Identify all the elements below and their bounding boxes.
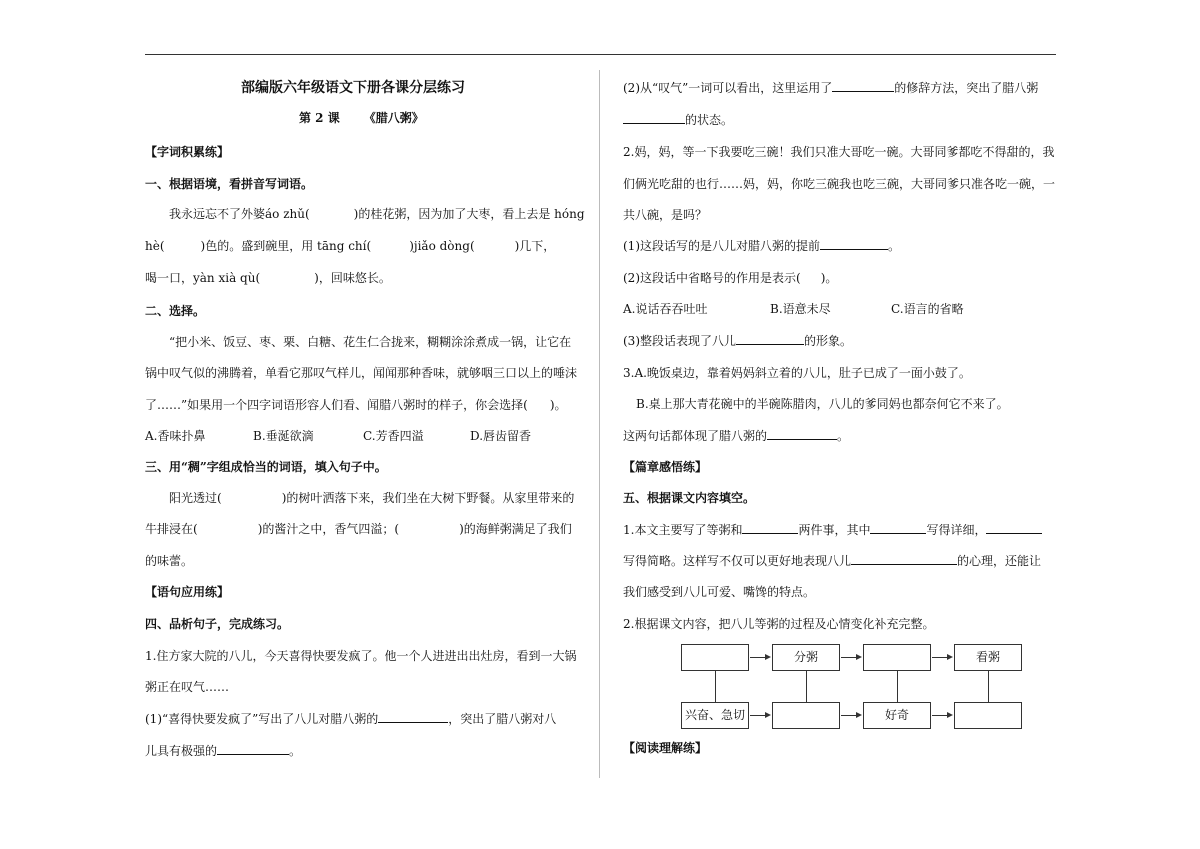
q4-sub1-line1: (1)“喜得快要发疯了”写出了八儿对腊八粥的 ，突出了腊八粥对八 <box>145 712 557 726</box>
arrow-right-icon <box>947 654 953 660</box>
flow-connector <box>897 670 898 702</box>
answer-blank[interactable] <box>767 428 837 440</box>
answer-blank[interactable] <box>736 333 804 345</box>
flow-box-bottom-3: 好奇 <box>863 702 931 729</box>
q5-line2: 写得简略。这样写不仅可以更好地表现八儿 的心理，还能让 <box>623 554 1042 568</box>
q4-p2-option-b[interactable]: B.语意未尽 <box>770 302 831 316</box>
flow-box-bottom-1: 兴奋、急切 <box>681 702 749 729</box>
answer-blank[interactable] <box>742 522 798 534</box>
section-header-reading: 【阅读理解练】 <box>623 741 708 755</box>
lesson-number: 第 2 课 <box>299 111 340 125</box>
q4-p2-line1: 2.妈，妈，等一下我要吃三碗！我们只准大哥吃一碗。大哥同爹都吃不得甜的，我 <box>623 145 1055 159</box>
answer-blank[interactable] <box>851 553 957 565</box>
flow-box-top-2: 分粥 <box>772 644 840 671</box>
q4-heading: 四、品析句子，完成练习。 <box>145 617 290 631</box>
q4-p2-sub2: (2)这段话中省略号的作用是表示( )。 <box>623 271 838 285</box>
q5-line1: 1.本文主要写了等粥和 两件事，其中 写得详细， <box>623 522 1042 538</box>
q5-line4: 2.根据课文内容，把八儿等粥的过程及心情变化补充完整。 <box>623 617 935 631</box>
flow-arrow-line <box>932 657 948 658</box>
flow-arrow-line <box>841 657 857 658</box>
q2-line2: 锅中叹气似的沸腾着，单看它那叹气样儿，闻闻那种香味，就够咽三口以上的唾沫 <box>145 366 578 380</box>
q4-p2-option-c[interactable]: C.语言的省略 <box>891 302 964 316</box>
page-title: 部编版六年级语文下册各课分层练习 <box>241 80 465 96</box>
flow-arrow-line <box>932 715 948 716</box>
q4-p3-a: 3.A.晚饭桌边，靠着妈妈斜立着的八儿，肚子已成了一面小鼓了。 <box>623 366 971 380</box>
q3-line1: 阳光透过( )的树叶洒落下来，我们坐在大树下野餐。从家里带来的 <box>169 491 575 505</box>
section-header-sentence: 【语句应用练】 <box>145 585 230 599</box>
q5-line3: 我们感受到八儿可爱、嘴馋的特点。 <box>623 585 816 599</box>
arrow-right-icon <box>765 712 771 718</box>
flow-box-bottom-4[interactable] <box>954 702 1022 729</box>
q1-heading: 一、根据语境，看拼音写词语。 <box>145 177 314 191</box>
section-header-vocab: 【字词积累练】 <box>145 145 230 159</box>
arrow-right-icon <box>856 654 862 660</box>
q2-option-a[interactable]: A.香味扑鼻 <box>145 429 206 443</box>
q4-sub1-line2: 儿具有极强的 。 <box>145 744 302 758</box>
flow-arrow-line <box>750 657 766 658</box>
flow-connector <box>988 670 989 702</box>
q2-line1: “把小米、饭豆、枣、栗、白糖、花生仁合拢来，糊糊涂涂煮成一锅，让它在 <box>169 335 572 349</box>
q4-p2-sub1: (1)这段话写的是八儿对腊八粥的提前 。 <box>623 239 901 253</box>
q1-line2: hè( )色的。盛到碗里，用 tāng chí( )jiǎo dòng( )几下， <box>145 239 556 253</box>
q4-sub2-line2: 的状态。 <box>623 112 733 128</box>
lesson-heading <box>299 110 424 126</box>
q4-p3-b: B.桌上那大青花碗中的半碗陈腊肉，八儿的爹同妈也都奈何它不来了。 <box>636 397 1009 411</box>
q2-option-d[interactable]: D.唇齿留香 <box>470 429 532 443</box>
q4-p3-c: 这两句话都体现了腊八粥的 。 <box>623 429 850 443</box>
q4-p2-option-a[interactable]: A.说话吞吞吐吐 <box>623 302 708 316</box>
flow-box-top-4: 看粥 <box>954 644 1022 671</box>
q5-heading: 五、根据课文内容填空。 <box>623 491 756 505</box>
q2-heading: 二、选择。 <box>145 304 206 318</box>
answer-blank[interactable] <box>870 522 926 534</box>
flow-box-top-3[interactable] <box>863 644 931 671</box>
flow-arrow-line <box>750 715 766 716</box>
flow-arrow-line <box>841 715 857 716</box>
q4-p1-line2: 粥正在叹气…… <box>145 680 230 694</box>
answer-blank[interactable] <box>820 238 888 250</box>
q3-line2: 牛排浸在( )的酱汁之中，香气四溢；( )的海鲜粥满足了我们 <box>145 522 572 536</box>
flow-box-top-1[interactable] <box>681 644 749 671</box>
q4-sub2-line1: (2)从“叹气”一词可以看出，这里运用了 的修辞方法，突出了腊八粥 <box>623 81 1039 95</box>
q1-line3: 喝一口，yàn xià qù( )，回味悠长。 <box>145 271 391 285</box>
q4-p2-sub3: (3)整段话表现了八儿 的形象。 <box>623 334 853 348</box>
arrow-right-icon <box>856 712 862 718</box>
q4-p1-line1: 1.住方家大院的八儿，今天喜得快要发疯了。他一个人进进出出灶房，看到一大锅 <box>145 649 577 663</box>
lesson-name: 《腊八粥》 <box>363 111 424 125</box>
q1-line1: 我永远忘不了外婆áo zhǔ( )的桂花粥，因为加了大枣，看上去是 hóng <box>169 207 585 221</box>
arrow-right-icon <box>765 654 771 660</box>
q2-line3: 了……”如果用一个四字词语形容人们看、闻腊八粥时的样子，你会选择( )。 <box>145 398 567 412</box>
flow-connector <box>806 670 807 702</box>
q4-p2-line3: 共八碗，是吗？ <box>623 208 708 222</box>
q3-heading: 三、用“稠”字组成恰当的词语，填入句子中。 <box>145 460 387 474</box>
answer-blank[interactable] <box>986 522 1042 534</box>
section-header-passage: 【篇章感悟练】 <box>623 460 708 474</box>
answer-blank[interactable] <box>832 80 894 92</box>
q4-p2-line2: 们俩光吃甜的也行……妈，妈，你吃三碗我也吃三碗，大哥同爹只准各吃一碗，一 <box>623 177 1056 191</box>
answer-blank[interactable] <box>623 112 685 124</box>
q2-option-b[interactable]: B.垂涎欲滴 <box>253 429 314 443</box>
answer-blank[interactable] <box>378 711 448 723</box>
column-divider <box>599 70 600 778</box>
q3-line3: 的味蕾。 <box>145 554 194 568</box>
q2-option-c[interactable]: C.芳香四溢 <box>363 429 424 443</box>
top-rule <box>145 54 1056 55</box>
arrow-right-icon <box>947 712 953 718</box>
answer-blank[interactable] <box>217 743 289 755</box>
flow-box-bottom-2[interactable] <box>772 702 840 729</box>
flow-connector <box>715 670 716 702</box>
